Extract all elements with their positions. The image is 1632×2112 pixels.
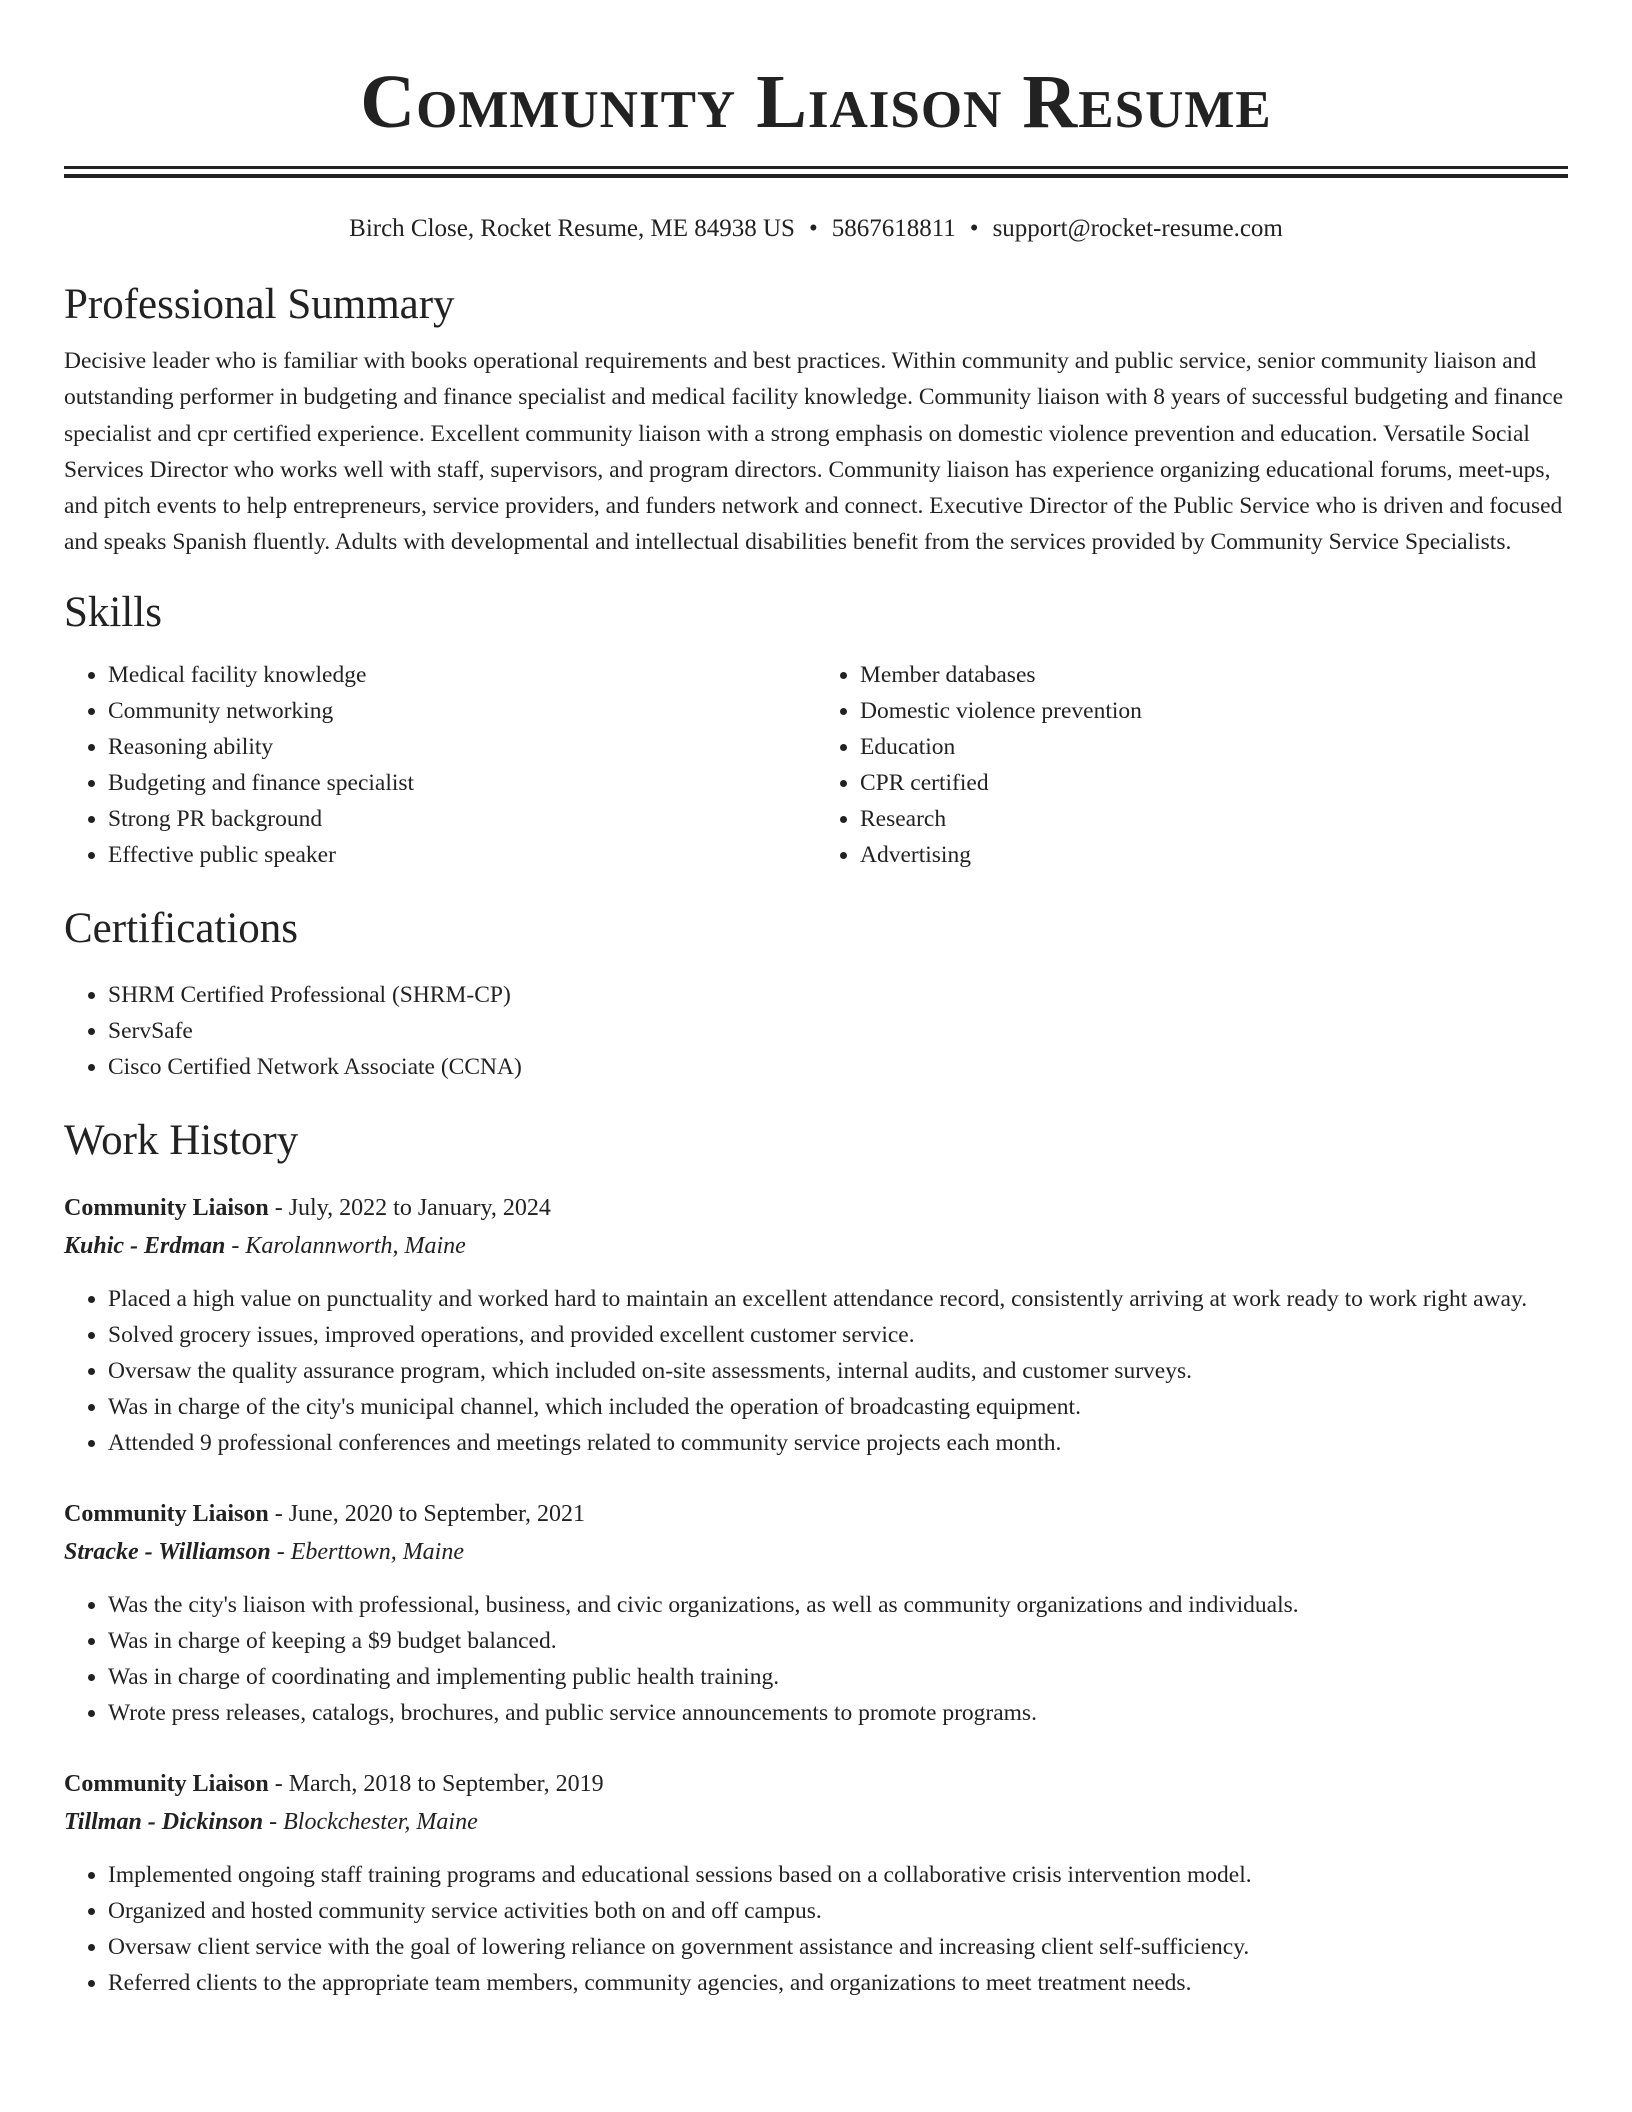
certification-item: • SHRM Certified Professional (SHRM-CP) bbox=[108, 977, 1568, 1013]
certification-item: • Cisco Certified Network Associate (CCNA) bbox=[108, 1049, 1568, 1085]
job-entry bbox=[64, 1495, 1568, 1731]
job-company: Stracke - Williamson bbox=[64, 1538, 271, 1565]
job-bullet: • Oversaw client service with the goal of lowering reliance on government assistance and increasing client self-sufficiency. bbox=[108, 1929, 1568, 1965]
job-entry bbox=[64, 1765, 1568, 2001]
skill-item: • Advertising bbox=[860, 837, 1568, 873]
job-bullet: • Was in charge of coordinating and implementing public health training. bbox=[108, 1659, 1568, 1695]
job-company: Tillman - Dickinson bbox=[64, 1808, 264, 1835]
job-bullet: • Placed a high value on punctuality and worked hard to maintain an excellent attendance record, consistently arriving at work ready to work right away. bbox=[108, 1281, 1568, 1317]
job-title: Community Liaison bbox=[64, 1770, 269, 1797]
job-dates: - June, 2020 to September, 2021 bbox=[268, 1500, 586, 1527]
job-dates: - July, 2022 to January, 2024 bbox=[268, 1194, 551, 1221]
contact-separator: • bbox=[808, 215, 818, 242]
job-bullet: • Oversaw the quality assurance program, which included on-site assessments, internal audits, and customer surveys. bbox=[108, 1353, 1568, 1389]
job-location: - Karolannworth, Maine bbox=[225, 1232, 466, 1259]
job-bullet: • Wrote press releases, catalogs, brochures, and public service announcements to promote programs. bbox=[108, 1695, 1568, 1731]
skill-item: • Research bbox=[860, 801, 1568, 837]
skill-item: • Community networking bbox=[108, 693, 816, 729]
job-entry bbox=[64, 1189, 1568, 1461]
job-bullets bbox=[64, 1857, 1568, 2001]
job-location: - Blockchester, Maine bbox=[263, 1808, 478, 1835]
job-company: Kuhic - Erdman bbox=[64, 1232, 226, 1259]
certifications-heading: Certifications bbox=[64, 904, 299, 952]
skill-item: • Effective public speaker bbox=[108, 837, 816, 873]
skills-columns bbox=[64, 657, 1568, 873]
job-dates: - March, 2018 to September, 2019 bbox=[268, 1770, 604, 1797]
job-title: Community Liaison bbox=[64, 1194, 269, 1221]
job-employer bbox=[64, 1227, 1568, 1265]
skill-item: • Education bbox=[860, 729, 1568, 765]
job-bullet: • Was in charge of keeping a $9 budget balanced. bbox=[108, 1623, 1568, 1659]
job-bullet: • Solved grocery issues, improved operations, and provided excellent customer service. bbox=[108, 1317, 1568, 1353]
job-employer bbox=[64, 1533, 1568, 1571]
skills-heading: Skills bbox=[64, 588, 162, 636]
certifications-list bbox=[64, 977, 1568, 1085]
skill-item: • Budgeting and finance specialist bbox=[108, 765, 816, 801]
job-employer bbox=[64, 1803, 1568, 1841]
contact-email: support@rocket-resume.com bbox=[992, 215, 1283, 242]
summary-text: Decisive leader who is familiar with books operational requirements and best practices. Within community and public service, senior community liaison and outstanding performer in budgeting and finance specialist and medical facility knowledge. Community liaison with 8 years of successful budgeting and finance specialist and cpr certified experience. Excellent community liaison with a strong emphasis on domestic violence prevention and education. Versatile Social Services Director who works well with staff, supervisors, and program directors. Community liaison has experience organizing educational forums, meet-ups, and pitch events to help entrepreneurs, service providers, and funders network and connect. Executive Director of the Public Service who is driven and focused and speaks Spanish fluently. Adults with developmental and intellectual disabilities benefit from the services provided by Community Service Specialists. bbox=[64, 348, 1564, 556]
title-divider bbox=[64, 166, 1568, 169]
job-bullets bbox=[64, 1281, 1568, 1461]
job-bullet: • Attended 9 professional conferences and meetings related to community service projects each month. bbox=[108, 1425, 1568, 1461]
work-history-heading: Work History bbox=[64, 1116, 299, 1164]
job-title: Community Liaison bbox=[64, 1500, 269, 1527]
page-title: Community Liaison Resume bbox=[360, 60, 1272, 144]
job-bullet: • Was in charge of the city's municipal channel, which included the operation of broadcasting equipment. bbox=[108, 1389, 1568, 1425]
contact-address: Birch Close, Rocket Resume, ME 84938 US bbox=[349, 215, 795, 242]
contact-separator: • bbox=[969, 215, 979, 242]
job-header bbox=[64, 1495, 1568, 1533]
skill-item: • Reasoning ability bbox=[108, 729, 816, 765]
job-bullets bbox=[64, 1587, 1568, 1731]
skills-list-right bbox=[816, 657, 1568, 873]
job-header bbox=[64, 1765, 1568, 1803]
skills-list-left bbox=[64, 657, 816, 873]
skill-item: • Medical facility knowledge bbox=[108, 657, 816, 693]
skill-item: • Strong PR background bbox=[108, 801, 816, 837]
contact-line bbox=[64, 213, 1568, 245]
job-bullet: • Was the city's liaison with professional, business, and civic organizations, as well as community organizations and individuals. bbox=[108, 1587, 1568, 1623]
summary-heading: Professional Summary bbox=[64, 281, 455, 328]
job-bullet: • Organized and hosted community service activities both on and off campus. bbox=[108, 1893, 1568, 1929]
job-bullet: • Referred clients to the appropriate team members, community agencies, and organizations to meet treatment needs. bbox=[108, 1965, 1568, 2001]
job-location: - Eberttown, Maine bbox=[270, 1538, 465, 1565]
job-header bbox=[64, 1189, 1568, 1227]
job-bullet: • Implemented ongoing staff training programs and educational sessions based on a collaborative crisis intervention model. bbox=[108, 1857, 1568, 1893]
certification-item: • ServSafe bbox=[108, 1013, 1568, 1049]
skill-item: • Domestic violence prevention bbox=[860, 693, 1568, 729]
skill-item: • Member databases bbox=[860, 657, 1568, 693]
skill-item: • CPR certified bbox=[860, 765, 1568, 801]
contact-phone: 5867618811 bbox=[831, 215, 956, 242]
